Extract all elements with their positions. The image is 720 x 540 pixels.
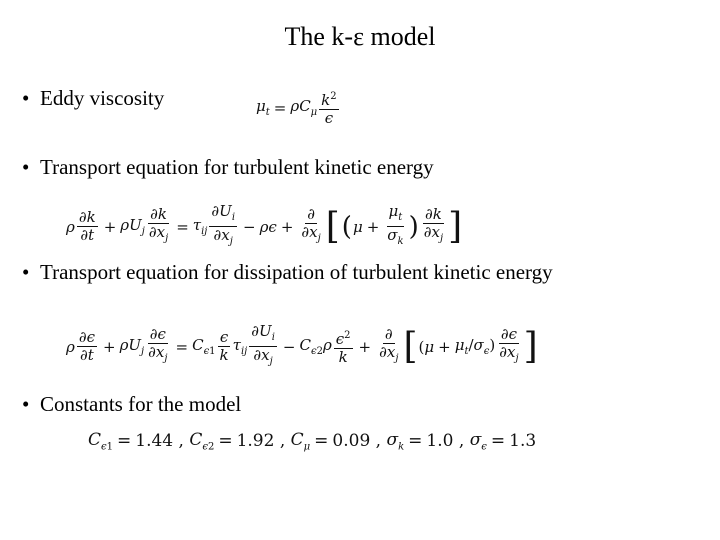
tke-transport-equation: ρ $\frac{\partial k}{\partial t}$ + $\rho U_j$ $\frac{\partial k}{\partial x_j}$ = $\tau_{ij}$ $\frac{\partial U_i}{\partial x_j}$ − ρϵ + $\frac{\partial}{\partial x_j}$ [ ( μ + $\frac{\mu_t}{\sigma_k}$ ) $\frac{\partial k}{\partial x_j}$ ]: [66, 202, 463, 247]
constant-c-eps2: 1.92: [236, 431, 275, 452]
bullet-marker: •: [22, 392, 30, 416]
bullet-model-constants: [22, 392, 241, 416]
dissipation-transport-equation: ρ $\frac{\partial\epsilon}{\partial t}$ + $\rho U_j$ $\frac{\partial\epsilon}{\partial x_j}$ = $C_{\epsilon 1}$ $\frac{\epsilon}{k}$ $\tau_{ij}$ $\frac{\partial U_i}{\partial x_j}$ − $C_{\epsilon 2}\rho$ $\frac{\epsilon^2}{k}$ + $\frac{\partial}{\partial x_j}$ [ (μ + $\mu_t/\sigma_\epsilon$) $\frac{\partial\epsilon}{\partial x_j}$ ]: [66, 322, 538, 367]
constant-c-mu: 0.09: [332, 431, 371, 452]
constant-c-eps1: 1.44: [135, 431, 174, 452]
eddy-viscosity-equation: $\mu_t$ = $\rho C_\mu$ $\frac{k^2}{\epsilon}$: [256, 88, 341, 127]
slide-title: The k-ε model: [284, 22, 436, 51]
bullet-dissipation-transport: [22, 260, 580, 284]
bullet-text: Constants for the model: [40, 392, 242, 416]
bullet-tke-transport: [22, 155, 434, 179]
bullet-text: Eddy viscosity: [40, 86, 165, 110]
bullet-text: Transport equation for turbulent kinetic energy: [40, 155, 434, 179]
bullet-marker: •: [22, 155, 30, 179]
bullet-marker: •: [22, 86, 30, 110]
constant-sigma-k: 1.0: [426, 431, 454, 452]
bullet-eddy-viscosity: [22, 86, 164, 110]
bullet-marker: •: [22, 260, 30, 284]
model-constants-equation: $C_{\epsilon 1}$ = 1.44 , $C_{\epsilon 2}$ = 1.92 , $C_\mu$ = 0.09 , $\sigma_k$ = 1.0 , $\sigma_\epsilon$ = 1.3: [88, 430, 537, 453]
constant-sigma-eps: 1.3: [509, 431, 537, 452]
bullet-text: Transport equation for dissipation of turbulent kinetic energy: [40, 260, 553, 284]
